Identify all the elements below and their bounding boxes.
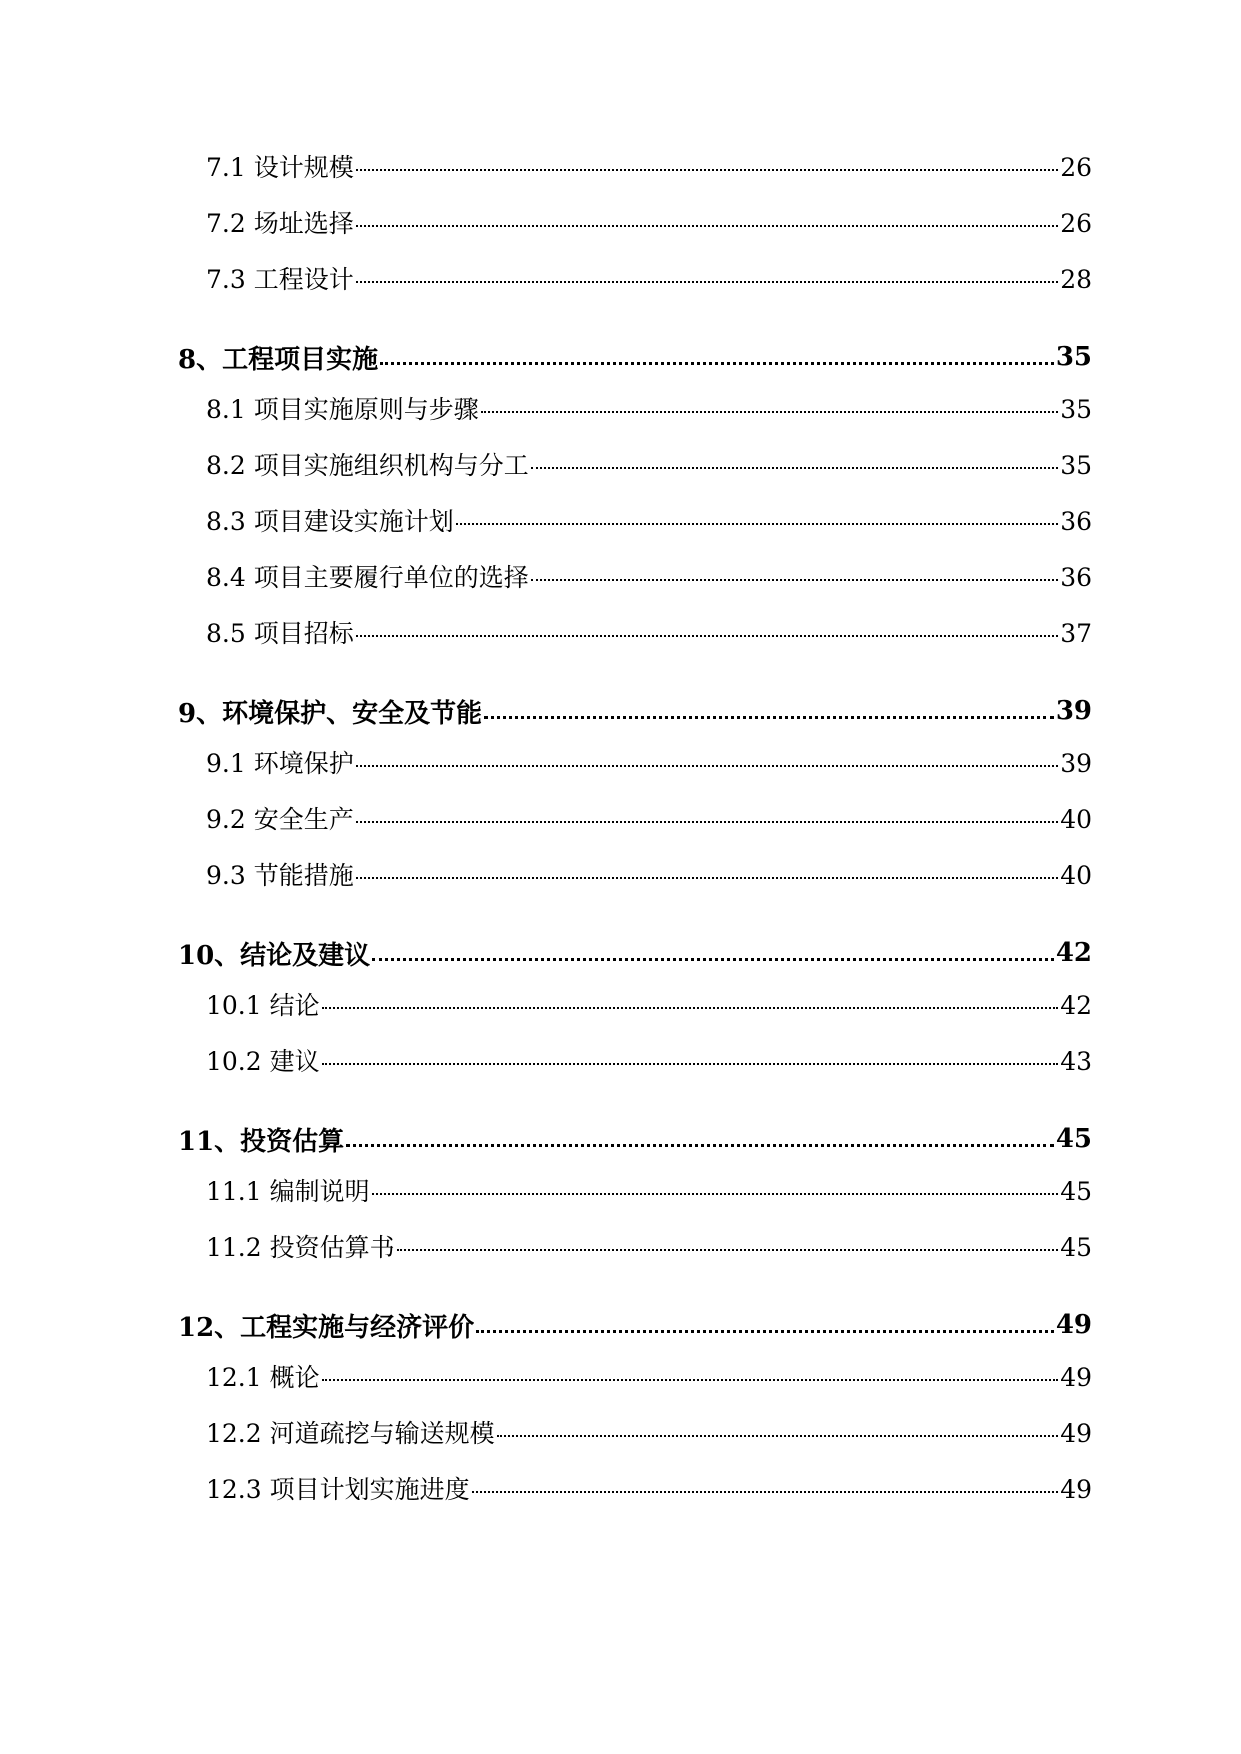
dot-leader bbox=[456, 523, 1058, 525]
toc-section-entry[interactable] bbox=[178, 614, 1092, 670]
toc-entry-title: 9.3 节能措施 bbox=[206, 861, 354, 890]
toc-entry-page-number: 26 bbox=[1060, 209, 1092, 238]
toc-entry-title: 8.5 项目招标 bbox=[206, 619, 354, 648]
toc-entry-page-number: 49 bbox=[1060, 1419, 1092, 1448]
dot-leader bbox=[497, 1435, 1059, 1437]
toc-entry-page-number: 49 bbox=[1060, 1475, 1092, 1504]
toc-entry-title: 9.2 安全生产 bbox=[206, 805, 354, 834]
dot-leader bbox=[481, 411, 1058, 413]
toc-entry-title: 12.3 项目计划实施进度 bbox=[206, 1475, 470, 1504]
toc-entry-title: 7.3 工程设计 bbox=[206, 265, 354, 294]
toc-entry-page-number: 37 bbox=[1060, 619, 1092, 648]
toc-section-entry[interactable] bbox=[178, 502, 1092, 558]
toc-entry-title: 11.2 投资估算书 bbox=[206, 1233, 395, 1262]
dot-leader bbox=[356, 765, 1058, 767]
toc-entry-page-number: 43 bbox=[1060, 1047, 1092, 1076]
toc-chapter-entry[interactable] bbox=[178, 1290, 1092, 1360]
toc-entry-page-number: 35 bbox=[1060, 395, 1092, 424]
toc-section-entry[interactable] bbox=[178, 390, 1092, 446]
toc-entry-title: 8.2 项目实施组织机构与分工 bbox=[206, 451, 529, 480]
dot-leader bbox=[397, 1249, 1059, 1251]
toc-entry-title: 10、结论及建议 bbox=[178, 940, 371, 971]
toc-entry-page-number: 40 bbox=[1060, 861, 1092, 890]
toc-entry-title: 10.1 结论 bbox=[206, 991, 320, 1020]
dot-leader bbox=[372, 958, 1054, 961]
toc-entry-page-number: 42 bbox=[1060, 991, 1092, 1020]
dot-leader bbox=[356, 225, 1058, 227]
toc-entry-page-number: 45 bbox=[1060, 1233, 1092, 1262]
toc-section-entry[interactable] bbox=[178, 856, 1092, 912]
dot-leader bbox=[356, 169, 1058, 171]
toc-section-entry[interactable] bbox=[178, 1414, 1092, 1470]
toc-entry-title: 8、工程项目实施 bbox=[178, 344, 379, 375]
toc-entry-page-number: 35 bbox=[1055, 342, 1092, 372]
toc-section-entry[interactable] bbox=[178, 1358, 1092, 1414]
dot-leader bbox=[322, 1379, 1059, 1381]
toc-entry-title: 7.1 设计规模 bbox=[206, 153, 354, 182]
toc-section-entry[interactable] bbox=[178, 800, 1092, 856]
toc-section-entry[interactable] bbox=[178, 148, 1092, 204]
toc-entry-title: 11.1 编制说明 bbox=[206, 1177, 370, 1206]
toc-entry-title: 12.2 河道疏挖与输送规模 bbox=[206, 1419, 495, 1448]
toc-entry-page-number: 42 bbox=[1055, 938, 1092, 968]
toc-entry-title: 9、环境保护、安全及节能 bbox=[178, 698, 483, 729]
toc-entry-title: 8.1 项目实施原则与步骤 bbox=[206, 395, 479, 424]
toc-chapter-entry[interactable] bbox=[178, 322, 1092, 392]
toc-section-entry[interactable] bbox=[178, 1042, 1092, 1098]
toc-entry-title: 12.1 概论 bbox=[206, 1363, 320, 1392]
toc-chapter-entry[interactable] bbox=[178, 918, 1092, 988]
toc-section-entry[interactable] bbox=[178, 260, 1092, 316]
toc-entry-title: 8.4 项目主要履行单位的选择 bbox=[206, 563, 529, 592]
toc-section-entry[interactable] bbox=[178, 1470, 1092, 1526]
toc-section-entry[interactable] bbox=[178, 744, 1092, 800]
dot-leader bbox=[322, 1063, 1059, 1065]
toc-entry-title: 8.3 项目建设实施计划 bbox=[206, 507, 454, 536]
toc-section-entry[interactable] bbox=[178, 204, 1092, 260]
dot-leader bbox=[356, 877, 1058, 879]
dot-leader bbox=[484, 716, 1054, 719]
toc-entry-title: 9.1 环境保护 bbox=[206, 749, 354, 778]
toc-section-entry[interactable] bbox=[178, 558, 1092, 614]
toc-section-entry[interactable] bbox=[178, 1228, 1092, 1284]
dot-leader bbox=[380, 362, 1054, 365]
dot-leader bbox=[472, 1491, 1059, 1493]
dot-leader bbox=[372, 1193, 1059, 1195]
toc-entry-page-number: 35 bbox=[1060, 451, 1092, 480]
toc-entry-page-number: 40 bbox=[1060, 805, 1092, 834]
toc-entry-page-number: 45 bbox=[1055, 1124, 1092, 1154]
toc-entry-page-number: 49 bbox=[1055, 1310, 1092, 1340]
toc-section-entry[interactable] bbox=[178, 446, 1092, 502]
toc-entry-title: 12、工程实施与经济评价 bbox=[178, 1312, 475, 1343]
dot-leader bbox=[531, 579, 1058, 581]
dot-leader bbox=[356, 281, 1058, 283]
toc-entry-page-number: 39 bbox=[1055, 696, 1092, 726]
toc-entry-page-number: 28 bbox=[1060, 265, 1092, 294]
dot-leader bbox=[531, 467, 1058, 469]
table-of-contents bbox=[178, 148, 1092, 1526]
toc-entry-page-number: 45 bbox=[1060, 1177, 1092, 1206]
toc-entry-page-number: 36 bbox=[1060, 563, 1092, 592]
dot-leader bbox=[476, 1330, 1054, 1333]
toc-section-entry[interactable] bbox=[178, 986, 1092, 1042]
toc-chapter-entry[interactable] bbox=[178, 1104, 1092, 1174]
dot-leader bbox=[346, 1144, 1054, 1147]
toc-entry-page-number: 36 bbox=[1060, 507, 1092, 536]
toc-entry-page-number: 49 bbox=[1060, 1363, 1092, 1392]
toc-entry-title: 10.2 建议 bbox=[206, 1047, 320, 1076]
toc-entry-title: 11、投资估算 bbox=[178, 1126, 345, 1157]
dot-leader bbox=[356, 821, 1058, 823]
dot-leader bbox=[356, 635, 1058, 637]
dot-leader bbox=[322, 1007, 1059, 1009]
toc-entry-page-number: 39 bbox=[1060, 749, 1092, 778]
toc-entry-title: 7.2 场址选择 bbox=[206, 209, 354, 238]
toc-section-entry[interactable] bbox=[178, 1172, 1092, 1228]
toc-chapter-entry[interactable] bbox=[178, 676, 1092, 746]
toc-entry-page-number: 26 bbox=[1060, 153, 1092, 182]
